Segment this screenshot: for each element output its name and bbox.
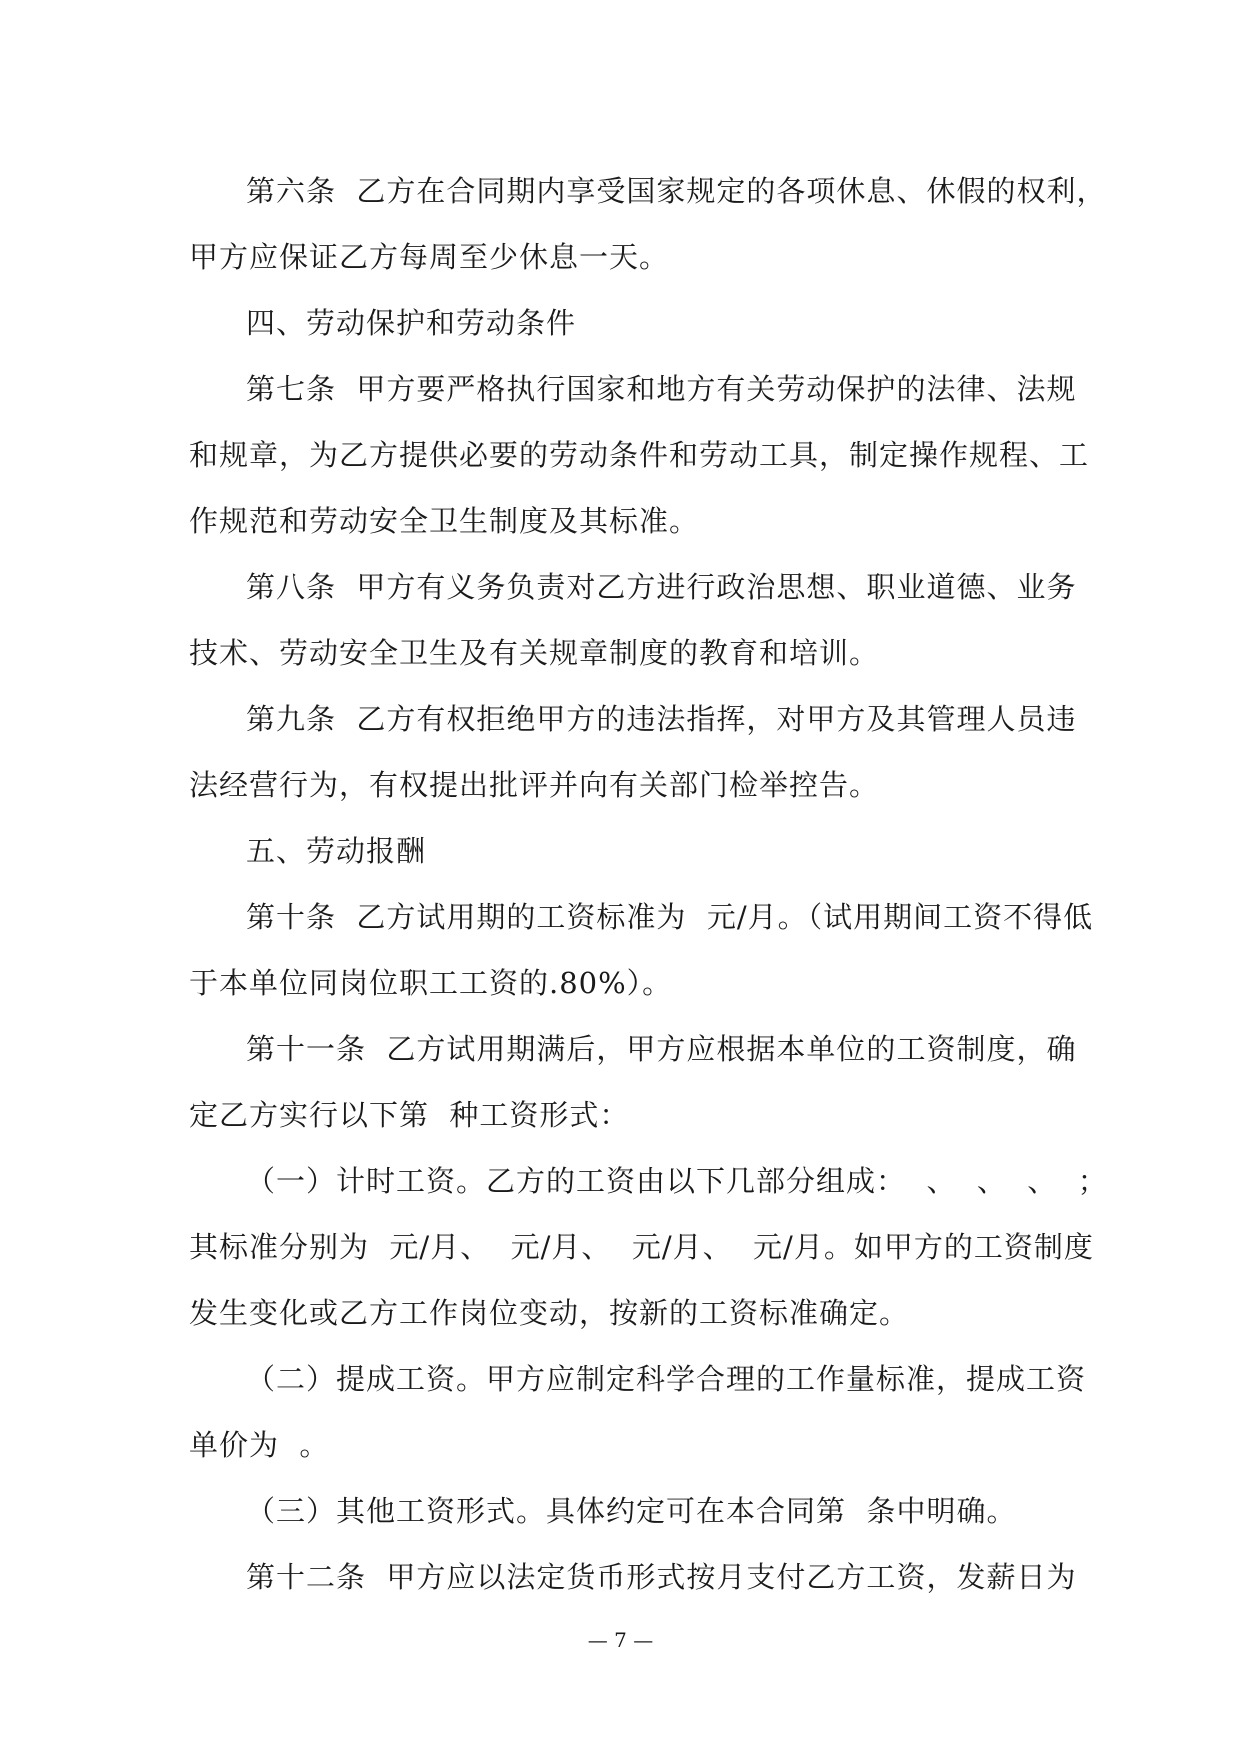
text-line: 作规范和劳动安全卫生制度及其标准。 <box>189 504 700 538</box>
text-line: 于本单位同岗位职工工资的.80%）。 <box>189 966 673 1000</box>
text-line: 第六条 乙方在合同期内享受国家规定的各项休息、休假的权利， <box>246 174 1107 208</box>
text-line: （二）提成工资。甲方应制定科学合理的工作量标准，提成工资 <box>246 1362 1087 1396</box>
text-line: 五、劳动报酬 <box>246 834 427 868</box>
text-line: 第十一条 乙方试用期满后，甲方应根据本单位的工资制度，确 <box>246 1032 1077 1066</box>
text-line: 单价为 。 <box>189 1428 330 1462</box>
text-line: 其标准分别为 元/月、 元/月、 元/月、 元/月。如甲方的工资制度 <box>189 1230 1094 1264</box>
document-body <box>189 158 1108 1610</box>
page-number: — 7 — <box>587 1628 654 1652</box>
text-line: 第七条 甲方要严格执行国家和地方有关劳动保护的法律、法规 <box>246 372 1077 406</box>
text-line: 第十二条 甲方应以法定货币形式按月支付乙方工资，发薪日为 <box>246 1560 1077 1594</box>
text-line: （一）计时工资。乙方的工资由以下几部分组成： 、 、 、 ； <box>246 1164 1108 1198</box>
text-line: 和规章，为乙方提供必要的劳动条件和劳动工具，制定操作规程、工 <box>189 438 1090 472</box>
text-line: 四、劳动保护和劳动条件 <box>246 306 577 340</box>
text-line: 甲方应保证乙方每周至少休息一天。 <box>189 240 670 274</box>
text-line: 第九条 乙方有权拒绝甲方的违法指挥，对甲方及其管理人员违 <box>246 702 1077 736</box>
text-line: （三）其他工资形式。具体约定可在本合同第 条中明确。 <box>246 1494 1017 1528</box>
text-line: 法经营行为，有权提出批评并向有关部门检举控告。 <box>189 768 880 802</box>
text-line: 技术、劳动安全卫生及有关规章制度的教育和培训。 <box>189 636 880 670</box>
text-line: 定乙方实行以下第 种工资形式： <box>189 1098 630 1132</box>
text-line: 第八条 甲方有义务负责对乙方进行政治思想、职业道德、业务 <box>246 570 1077 604</box>
text-line: 第十条 乙方试用期的工资标准为 元/月。（试用期间工资不得低 <box>246 900 1094 934</box>
text-line: 发生变化或乙方工作岗位变动，按新的工资标准确定。 <box>189 1296 910 1330</box>
